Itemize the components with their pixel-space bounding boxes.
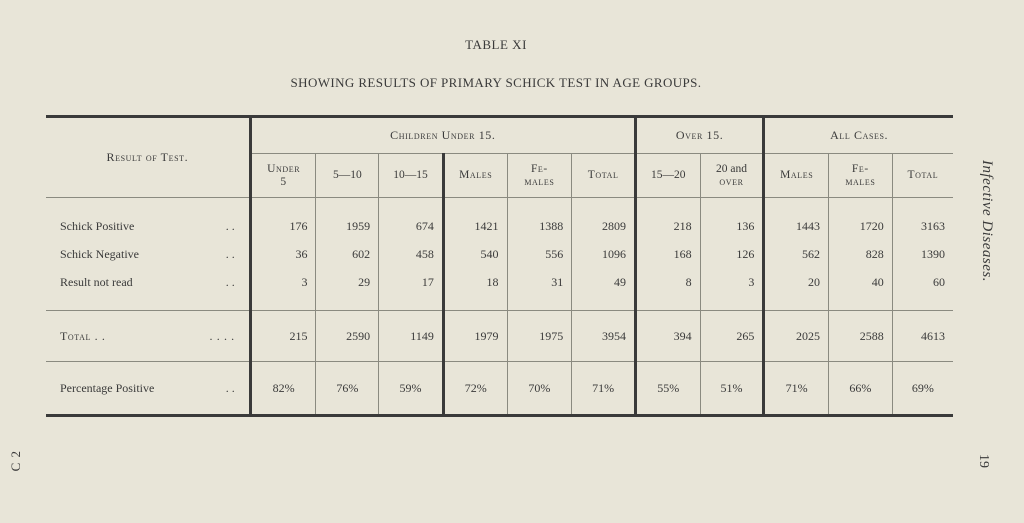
percentage-row [46,362,953,416]
row-label [46,240,250,268]
table-cell: 4613 [892,311,953,362]
table-cell: 60 [892,268,953,296]
table-cell: 71% [572,362,636,416]
table-cell: 828 [829,240,893,268]
table-cell: 49 [572,268,636,296]
col-females-all-line2: males [845,175,876,188]
percentage-label [46,362,250,416]
table-cell: 55% [635,362,700,416]
row-label [46,212,250,240]
table-cell: 602 [316,240,379,268]
table-cell: 76% [316,362,379,416]
table-cell: 66% [829,362,893,416]
table-cell: 136 [700,212,764,240]
table-cell: 1149 [379,311,444,362]
col-females-all-line1: Fe- [851,162,869,175]
row-label-text: Schick Negative [60,246,139,261]
table-cell: 176 [250,212,316,240]
row-label [46,268,250,296]
table-row [46,212,953,240]
results-table [46,115,953,417]
table-cell: 674 [379,212,444,240]
table-cell: 70% [507,362,572,416]
table-cell: 1720 [829,212,893,240]
table-cell: 394 [635,311,700,362]
table-cell: 1096 [572,240,636,268]
row-header: Result of Test. [46,118,250,198]
total-label-text: Total . . [60,328,106,343]
percentage-label-text: Percentage Positive [60,380,155,395]
col-20-over-line1: 20 and [715,162,747,175]
col-under-5-line1: Under [267,162,301,175]
table-cell: 31 [507,268,572,296]
col-under-5 [250,154,316,198]
col-under-5-line2: 5 [280,175,287,188]
col-10-15: 10—15 [379,154,444,198]
table-cell: 458 [379,240,444,268]
total-label [46,311,250,362]
table-cell: 51% [700,362,764,416]
group-all: All Cases. [764,118,953,154]
col-females-children-line1: Fe- [530,162,548,175]
col-males-children: Males [443,154,507,198]
col-15-20: 15—20 [635,154,700,198]
table-cell: 3 [700,268,764,296]
table-cell: 2025 [764,311,829,362]
table-cell: 29 [316,268,379,296]
total-row [46,311,953,362]
table-cell: 3954 [572,311,636,362]
table-cell: 18 [443,268,507,296]
leader-dots: . . [225,246,235,261]
col-females-children [507,154,572,198]
table-cell: 562 [764,240,829,268]
row-label-text: Schick Positive [60,218,135,233]
table-cell: 168 [635,240,700,268]
col-females-all [829,154,893,198]
table-cell: 1959 [316,212,379,240]
col-20-over [700,154,764,198]
page-number: 19 [976,454,991,468]
group-over: Over 15. [635,118,763,154]
table-cell: 1390 [892,240,953,268]
table-cell: 1975 [507,311,572,362]
table-cell: 82% [250,362,316,416]
table-cell: 126 [700,240,764,268]
table-cell: 71% [764,362,829,416]
signature-mark: C 2 [8,450,23,472]
table-cell: 1443 [764,212,829,240]
table-cell: 265 [700,311,764,362]
leader-dots: . . [225,380,235,395]
table-cell: 215 [250,311,316,362]
table-cell: 3163 [892,212,953,240]
table-cell: 540 [443,240,507,268]
group-children: Children Under 15. [250,118,635,154]
col-total-children: Total [572,154,636,198]
table-cell: 2590 [316,311,379,362]
side-running-head: Infective Diseases. [979,160,995,282]
table-cell: 2809 [572,212,636,240]
table-cell: 40 [829,268,893,296]
table-cell: 1979 [443,311,507,362]
col-females-children-line2: males [524,175,555,188]
table-cell: 556 [507,240,572,268]
col-total-all: Total [892,154,953,198]
leader-dots: . . . . [209,328,235,343]
leader-dots: . . [225,218,235,233]
table-cell: 72% [443,362,507,416]
table-cell: 17 [379,268,444,296]
col-males-all: Males [764,154,829,198]
table-cell: 1388 [507,212,572,240]
col-5-10: 5—10 [316,154,379,198]
table-subtitle: SHOWING RESULTS OF PRIMARY SCHICK TEST IN AGE GROUPS. [290,75,702,90]
table-cell: 1421 [443,212,507,240]
table-cell: 36 [250,240,316,268]
table-row [46,240,953,268]
table-title: TABLE XI [465,37,527,52]
table-cell: 218 [635,212,700,240]
table-cell: 8 [635,268,700,296]
table-cell: 59% [379,362,444,416]
table-cell: 69% [892,362,953,416]
col-20-over-line2: over [719,175,744,188]
row-label-text: Result not read [60,274,133,289]
table-row [46,268,953,296]
table-cell: 3 [250,268,316,296]
table-cell: 2588 [829,311,893,362]
table-cell: 20 [764,268,829,296]
leader-dots: . . [225,274,235,289]
